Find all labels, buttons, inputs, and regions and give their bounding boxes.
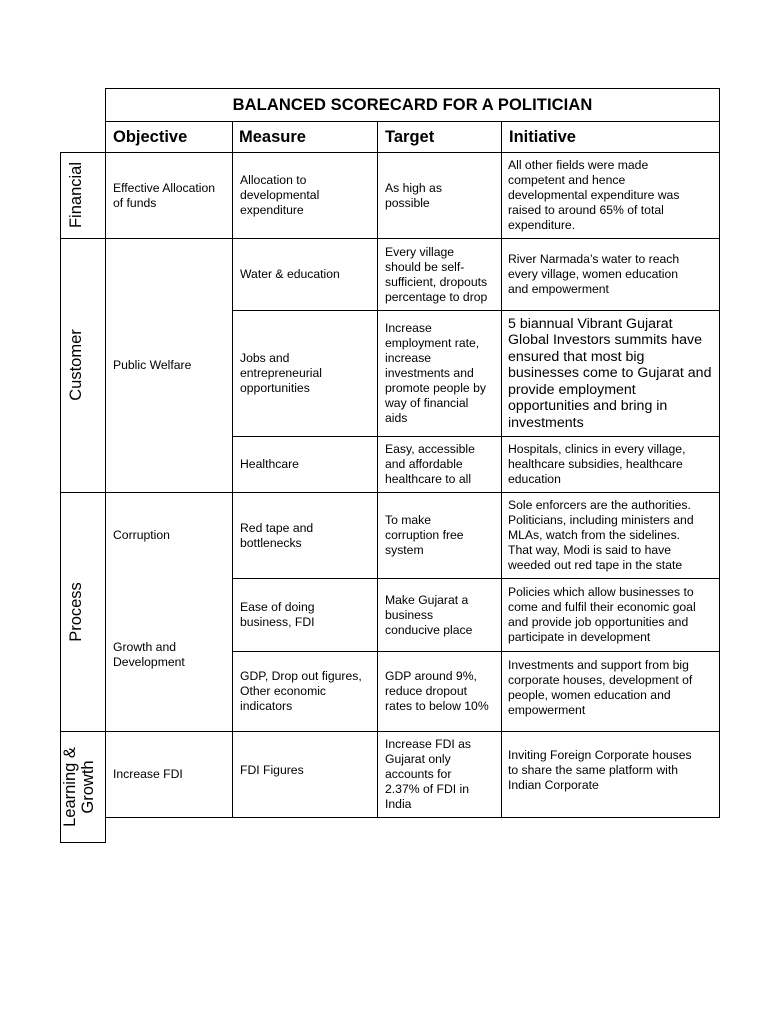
target-cell: Easy, accessible and affordable healthcare to all xyxy=(385,442,475,486)
header-measure: Measure xyxy=(239,127,306,146)
grid-line xyxy=(501,121,502,818)
measure-cell: Water & education xyxy=(240,267,340,281)
initiative-cell: River Narmada’s water to reach every village, women education and empowerment xyxy=(508,252,680,296)
initiative-cell: Hospitals, clinics in every village, healthcare subsidies, healthcare education xyxy=(508,442,686,486)
initiative-cell: 5 biannual Vibrant Gujarat Global Investors summits have ensured that most big businesses come to Gujarat and provide employment opportunities and bring in investments xyxy=(508,315,712,431)
grid-line xyxy=(232,121,233,818)
initiative-cell: All other fields were made competent and hence developmental expenditure was raised to around 65% of total expenditure. xyxy=(508,158,680,232)
measure-cell: Healthcare xyxy=(240,457,299,471)
grid-line xyxy=(105,817,720,818)
target-cell: GDP around 9%, reduce dropout rates to below 10% xyxy=(385,669,489,713)
target-cell: Increase employment rate, increase investments and promote people by way of financial aids xyxy=(385,321,486,425)
objective-cell: Effective Allocation of funds xyxy=(113,180,216,210)
measure-cell: FDI Figures xyxy=(240,762,304,777)
grid-line xyxy=(719,88,720,818)
measure-cell: Red tape and bottlenecks xyxy=(240,520,314,550)
initiative-cell: Inviting Foreign Corporate houses to share the same platform with Indian Corporate xyxy=(508,747,692,792)
measure-cell: Ease of doing business, FDI xyxy=(240,600,315,629)
target-cell: Make Gujarat a business conducive place xyxy=(385,592,473,637)
measure-cell: Allocation to developmental expenditure xyxy=(240,173,320,217)
objective-cell: Public Welfare xyxy=(113,358,192,372)
header-initiative: Initiative xyxy=(509,127,576,146)
initiative-cell: Investments and support from big corporate houses, development of people, women education and empowerment xyxy=(508,658,693,717)
target-cell: As high as possible xyxy=(385,180,442,210)
grid-line xyxy=(105,88,106,843)
target-cell: Every village should be self- sufficient, dropouts percentage to drop xyxy=(385,244,488,304)
grid-line xyxy=(60,842,106,843)
objective-cell: Growth and Development xyxy=(113,640,185,669)
header-target: Target xyxy=(385,127,435,146)
scorecard-title: BALANCED SCORECARD FOR A POLITICIAN xyxy=(232,95,593,114)
header-objective: Objective xyxy=(113,127,188,146)
objective-cell: Increase FDI xyxy=(113,767,183,781)
grid-line xyxy=(377,121,378,818)
target-cell: Increase FDI as Gujarat only accounts for 2.37% of FDI in India xyxy=(385,737,472,811)
objective-cell: Corruption xyxy=(113,528,170,542)
target-cell: To make corruption free system xyxy=(385,513,464,557)
initiative-cell: Policies which allow businesses to come and fulfil their economic goal and provide job opportunities and participate in development xyxy=(508,585,696,644)
measure-cell: GDP, Drop out figures, Other economic indicators xyxy=(240,669,362,713)
measure-cell: Jobs and entrepreneurial opportunities xyxy=(240,351,322,395)
grid-line xyxy=(60,152,61,843)
initiative-cell: Sole enforcers are the authorities. Politicians, including ministers and MLAs, watch from the sidelines. That way, Modi is said to have weeded out red tape in the state xyxy=(508,498,694,572)
